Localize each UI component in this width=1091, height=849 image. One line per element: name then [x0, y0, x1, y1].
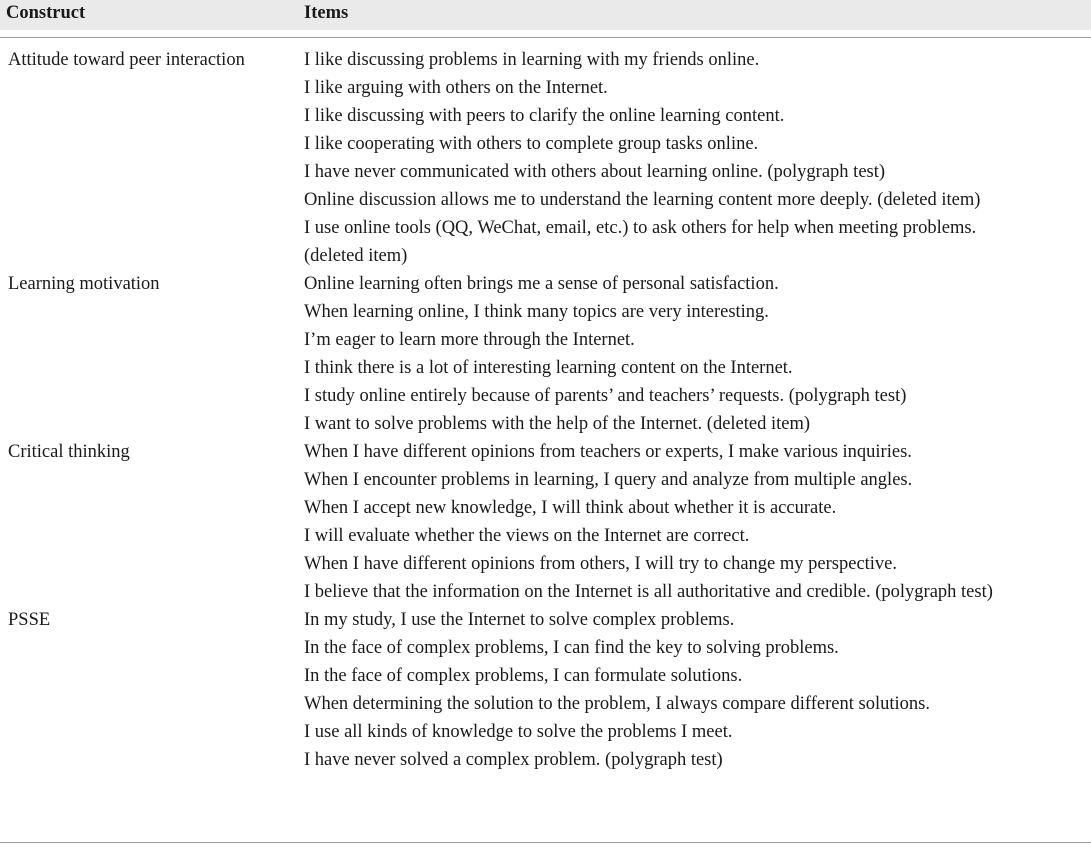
item-text: In my study, I use the Internet to solve complex problems. — [304, 610, 735, 630]
construct-label: Attitude toward peer interaction — [8, 50, 245, 70]
item-text: When I have different opinions from others, I will try to change my perspective. — [304, 554, 898, 574]
construct-group — [0, 46, 1091, 270]
item-list — [304, 438, 1016, 606]
item-text: In the face of complex problems, I can formulate solutions. — [304, 666, 743, 686]
construct-label: Learning motivation — [8, 274, 160, 294]
item-list — [304, 270, 1016, 438]
item-text: I’m eager to learn more through the Internet. — [304, 330, 635, 350]
item-text: In the face of complex problems, I can find the key to solving problems. — [304, 638, 839, 658]
construct-label: Critical thinking — [8, 442, 130, 462]
item-text: I use online tools (QQ, WeChat, email, etc.) to ask others for help when meeting problems. (deleted item) — [304, 218, 977, 266]
table-header — [0, 0, 1091, 30]
item-text: I study online entirely because of parents’ and teachers’ requests. (polygraph test) — [304, 386, 907, 406]
item-text: When I have different opinions from teachers or experts, I make various inquiries. — [304, 442, 912, 462]
item-text: When learning online, I think many topics are very interesting. — [304, 302, 769, 322]
item-text: I like discussing problems in learning with my friends online. — [304, 50, 760, 70]
item-text: When determining the solution to the problem, I always compare different solutions. — [304, 694, 930, 714]
item-text: I have never communicated with others about learning online. (polygraph test) — [304, 162, 886, 182]
item-text: Online discussion allows me to understand the learning content more deeply. (deleted item) — [304, 190, 981, 210]
item-text: I will evaluate whether the views on the Internet are correct. — [304, 526, 750, 546]
item-text: I use all kinds of knowledge to solve the problems I meet. — [304, 722, 733, 742]
item-text: I have never solved a complex problem. (polygraph test) — [304, 750, 723, 770]
construct-label: PSSE — [8, 610, 51, 630]
table-bottom-rule — [0, 842, 1091, 843]
item-list — [304, 606, 1016, 774]
item-text: I think there is a lot of interesting learning content on the Internet. — [304, 358, 793, 378]
item-text: When I encounter problems in learning, I query and analyze from multiple angles. — [304, 470, 913, 490]
header-divider — [0, 37, 1091, 38]
item-text: I like discussing with peers to clarify the online learning content. — [304, 106, 785, 126]
header-construct: Construct — [6, 3, 86, 23]
construct-group — [0, 438, 1091, 606]
construct-group — [0, 606, 1091, 774]
item-text: I like cooperating with others to complete group tasks online. — [304, 134, 759, 154]
item-text: I like arguing with others on the Internet. — [304, 78, 608, 98]
construct-group — [0, 270, 1091, 438]
header-items: Items — [304, 3, 349, 23]
item-text: Online learning often brings me a sense of personal satisfaction. — [304, 274, 779, 294]
table-body — [0, 46, 1091, 774]
item-text: When I accept new knowledge, I will think about whether it is accurate. — [304, 498, 837, 518]
item-list — [304, 46, 1016, 270]
item-text: I want to solve problems with the help of the Internet. (deleted item) — [304, 414, 811, 434]
item-text: I believe that the information on the Internet is all authoritative and credible. (polygraph test) — [304, 582, 993, 602]
